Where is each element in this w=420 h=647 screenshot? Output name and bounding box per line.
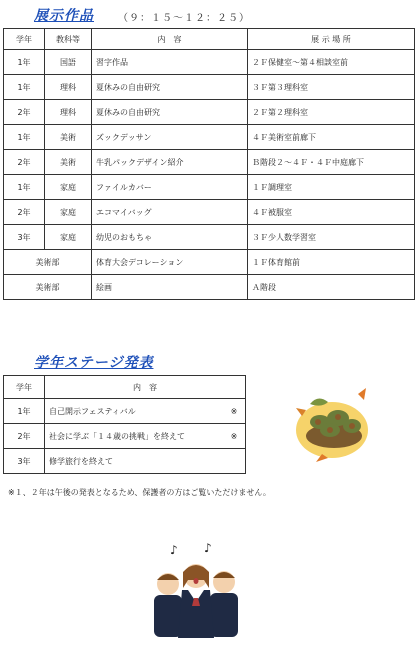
cell-mark (223, 449, 246, 474)
table-row (4, 100, 415, 125)
cell-grade: 2年 (4, 424, 45, 449)
stage-title: 学年ステージ発表 (34, 355, 154, 371)
exhibit-header-row (4, 29, 415, 50)
cell-grade: 1年 (4, 175, 45, 200)
table-row (4, 125, 415, 150)
cell-content: エコマイバッグ (92, 200, 248, 225)
cell-subject: 理科 (45, 75, 92, 100)
cell-subject: 美術 (45, 150, 92, 175)
cell-subject: 家庭 (45, 175, 92, 200)
cell-content: 自己開示フェスティバル (45, 399, 224, 424)
table-row (4, 150, 415, 175)
exhibit-title: 展示作品 (34, 8, 94, 24)
cell-subject: 家庭 (45, 200, 92, 225)
cell-subject: 美術 (45, 125, 92, 150)
svg-text:♪: ♪ (170, 543, 178, 557)
table-row (4, 250, 415, 275)
cell-grade: 1年 (4, 50, 45, 75)
cell-subject: 家庭 (45, 225, 92, 250)
table-row (4, 449, 246, 474)
cell-place: ４Ｆ美術室前廊下 (248, 125, 415, 150)
header-content: 内 容 (45, 376, 246, 399)
cell-place: Ｂ階段２〜４Ｆ・４Ｆ中庭廊下 (248, 150, 415, 175)
table-row (4, 200, 415, 225)
cell-place: ３Ｆ第３理科室 (248, 75, 415, 100)
table-row (4, 275, 415, 300)
cell-grade: 2年 (4, 200, 45, 225)
cell-grade: 3年 (4, 449, 45, 474)
cell-mark: ※ (223, 424, 246, 449)
cell-place: ４Ｆ被服室 (248, 200, 415, 225)
exhibit-table (3, 28, 415, 300)
table-row (4, 424, 246, 449)
cell-content: 社会に学ぶ「１４歳の挑戦」を終えて (45, 424, 224, 449)
cell-grade: 1年 (4, 399, 45, 424)
cell-place: ２Ｆ保健室〜第４相談室前 (248, 50, 415, 75)
table-row (4, 399, 246, 424)
cell-content: 習字作品 (92, 50, 248, 75)
table-row (4, 75, 415, 100)
cell-place: Ａ階段 (248, 275, 415, 300)
table-row (4, 225, 415, 250)
stage-note: ※１、２年は午後の発表となるため、保護者の方はご覧いただけません。 (8, 488, 271, 497)
cell-place: ２Ｆ第２理科室 (248, 100, 415, 125)
svg-text:♪: ♪ (204, 541, 212, 555)
cell-content: 夏休みの自由研究 (92, 75, 248, 100)
chestnut-basket-illustration (292, 386, 374, 464)
cell-place: ３Ｆ少人数学習室 (248, 225, 415, 250)
cell-content: ファイルカバー (92, 175, 248, 200)
cell-content: 夏休みの自由研究 (92, 100, 248, 125)
header-subject: 教科等 (45, 29, 92, 50)
cell-content: 修学旅行を終えて (45, 449, 224, 474)
cell-club: 美術部 (4, 275, 92, 300)
cell-content: 牛乳パックデザイン紹介 (92, 150, 248, 175)
exhibit-time: （９：１５〜１２：２５） (118, 13, 250, 24)
cell-grade: 2年 (4, 150, 45, 175)
table-row (4, 175, 415, 200)
cell-content: 幼児のおもちゃ (92, 225, 248, 250)
cell-grade: 1年 (4, 125, 45, 150)
cell-content: 絵画 (92, 275, 248, 300)
cell-grade: 3年 (4, 225, 45, 250)
cell-content: 体育大会デコレーション (92, 250, 248, 275)
cell-club: 美術部 (4, 250, 92, 275)
header-place: 展 示 場 所 (248, 29, 415, 50)
header-content: 内 容 (92, 29, 248, 50)
cell-content: ズックデッサン (92, 125, 248, 150)
header-grade: 学年 (4, 29, 45, 50)
cell-place: １Ｆ体育館前 (248, 250, 415, 275)
cell-grade: 1年 (4, 75, 45, 100)
cell-subject: 国語 (45, 50, 92, 75)
cell-subject: 理科 (45, 100, 92, 125)
stage-header-row (4, 376, 246, 399)
cell-mark: ※ (223, 399, 246, 424)
stage-table (3, 375, 246, 474)
header-grade: 学年 (4, 376, 45, 399)
singing-students-illustration (148, 540, 244, 642)
table-row (4, 50, 415, 75)
cell-place: １Ｆ調理室 (248, 175, 415, 200)
cell-grade: 2年 (4, 100, 45, 125)
